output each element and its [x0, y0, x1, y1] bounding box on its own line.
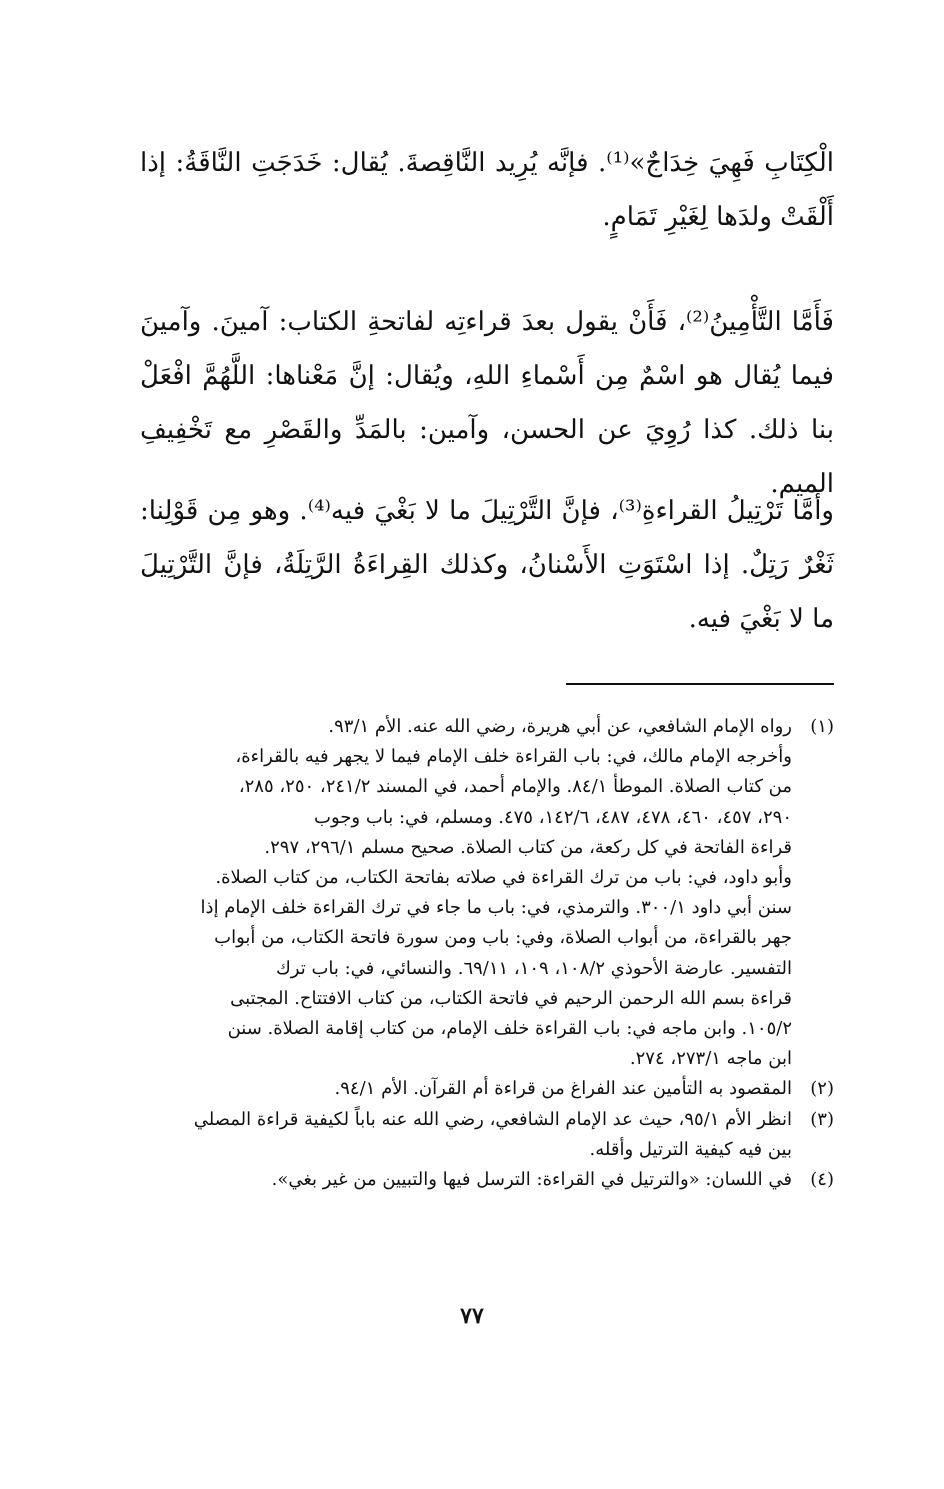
body-paragraph: وأَمَّا تَرْتِيلُ القراءةِ⁽³⁾، فإنَّ التَّرْتِيلَ ما لا بَغْيَ فيه⁽⁴⁾. وهو مِن قَوْلِنا: ثَغْرٌ رَتِلٌ. إذا اسْتَوَتِ الأَسْنانُ، وكذلك القِراءَةُ الرَّتِلَةُ، فإنَّ التَّرْتِيلَ ما لا بَغْيَ فيه.: [140, 496, 834, 634]
footnote-line: قراءة بسم الله الرحمن الرحيم في فاتحة الكتاب، من كتاب الافتتاح. المجتبى: [230, 987, 792, 1009]
footnote-text: [140, 1074, 792, 1104]
footnote-line: المقصود به التأمين عند الفراغ من قراءة أم القرآن. الأم ٩٤/١.: [334, 1078, 792, 1100]
footnote-line: وأخرجه الإمام مالك، في: باب القراءة خلف الإمام فيما لا يجهر فيه بالقراءة،: [235, 746, 792, 768]
footnote-line: بين فيه كيفية الترتيل وأقله.: [589, 1138, 792, 1160]
footnote-line: جهر بالقراءة، من أبواب الصلاة، وفي: باب ومن سورة فاتحة الكتاب، من أبواب: [214, 927, 792, 949]
footnote-3: [140, 1105, 834, 1165]
footnote-line: ١٠٥/٢. وابن ماجه في: باب القراءة خلف الإمام، من كتاب إقامة الصلاة. سنن: [227, 1018, 792, 1040]
footnote-separator: [566, 683, 834, 685]
footnote-line: وأبو داود، في: باب من ترك القراءة في صلاته بفاتحة الكتاب، من كتاب الصلاة.: [215, 867, 792, 889]
page-number: ٧٧: [460, 1303, 484, 1329]
footnote-line: ابن ماجه ٢٧٣/١، ٢٧٤.: [629, 1048, 792, 1070]
footnote-line: قراءة الفاتحة في كل ركعة، من كتاب الصلاة. صحيح مسلم ٢٩٦/١، ٢٩٧.: [264, 836, 792, 858]
body-paragraph: الْكِتَابِ فَهِيَ خِدَاجٌ»⁽¹⁾. فإنَّه يُرِيد النَّاقِصةَ. يُقال: خَدَجَتِ النَّاقَةُ: إذا أَلْقَتْ ولدَها لِغَيْرِ تَمَامٍ.: [140, 148, 835, 232]
footnote-line: ٢٩٠، ٤٥٧، ٤٦٠، ٤٧٨، ٤٨٧، ١٤٢/٦، ٤٧٥. ومسلم، في: باب وجوب: [314, 806, 792, 828]
footnote-line: سنن أبي داود ٣٠٠/١. والترمذي، في: باب ما جاء في ترك القراءة خلف الإمام إذا: [200, 897, 792, 919]
footnote-line: رواه الإمام الشافعي، عن أبي هريرة، رضي الله عنه. الأم ٩٣/١.: [328, 716, 792, 737]
footnote-2: [140, 1074, 834, 1104]
footnote-number: (٤): [810, 1169, 834, 1191]
footnote-line: انظر الأم ٩٥/١، حيث عد الإمام الشافعي، رضي الله عنه باباً لكيفية قراءة المصلي: [193, 1108, 792, 1130]
footnote-1: [140, 712, 834, 1074]
footnote-4: [140, 1165, 834, 1195]
footnote-line: في اللسان: «والترتيل في القراءة: الترسل فيها والتبيين من غير بغي».: [271, 1169, 792, 1191]
footnote-number: (٢): [810, 1078, 834, 1100]
body-paragraph: فَأَمَّا التَّأْمِينُ⁽²⁾، فَأَنْ يقول بعدَ قراءتِه لفاتحةِ الكتاب: آمينَ. وآمينَ فيما يُقال هو اسْمٌ مِن أَسْماءِ اللهِ، ويُقال: إنَّ مَعْناها: اللَّهُمَّ افْعَلْ بنا ذلك. كذا رُوِيَ عن الحسن، وآمين: بالمَدِّ والقَصْرِ مع تَخْفِيفِ الميم.: [140, 307, 834, 499]
footnote-line: من كتاب الصلاة. الموطأ ٨٤/١. والإمام أحمد، في المسند ٢٤١/٢، ٢٥٠، ٢٨٥،: [238, 776, 792, 798]
footnote-text: [140, 712, 792, 1074]
footnotes: [140, 712, 834, 1195]
footnote-text: [140, 1165, 792, 1195]
footnote-number: (١): [810, 716, 834, 737]
footnote-number: (٣): [810, 1108, 834, 1130]
footnote-text: [140, 1105, 792, 1165]
footnote-line: التفسير. عارضة الأحوذي ١٠٨/٢، ١٠٩، ٦٩/١١. والنسائي، في: باب ترك: [275, 957, 792, 979]
